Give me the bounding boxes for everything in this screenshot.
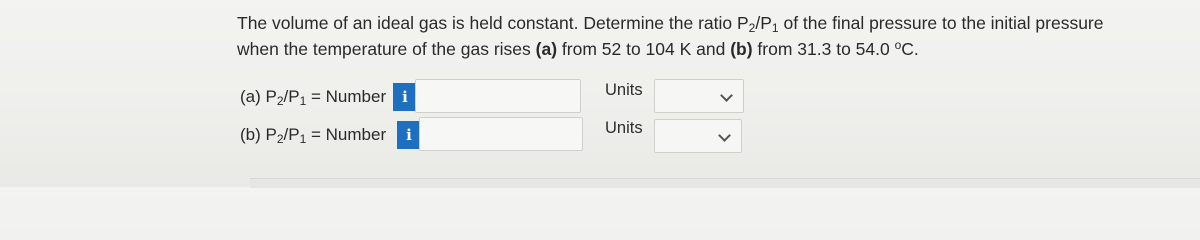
number-input-a[interactable]: [415, 79, 581, 113]
label-suffix: = Number: [306, 125, 387, 144]
label-slash: /P: [283, 125, 300, 144]
question-text: [237, 10, 1137, 62]
info-button-a[interactable]: i: [393, 83, 417, 111]
question-part5: C.: [901, 39, 919, 59]
chevron-down-icon: [720, 89, 733, 102]
label-sub-2: 2: [276, 94, 284, 108]
units-select-a[interactable]: [654, 79, 744, 113]
question-sub-1: 1: [771, 21, 779, 35]
question-part4: from 31.3 to 54.0: [752, 39, 895, 59]
label-sub-2: 2: [276, 132, 284, 146]
question-a-marker: (a): [535, 39, 558, 59]
question-part3: from 52 to 104 K and: [557, 39, 731, 59]
chevron-down-icon: [718, 129, 731, 142]
label-slash: /P: [283, 87, 300, 106]
question-sub-2: 2: [748, 21, 756, 35]
next-section-edge: [250, 178, 1200, 188]
units-select-b[interactable]: [654, 119, 742, 153]
answer-label-b: [240, 125, 386, 145]
number-input-b[interactable]: [419, 117, 583, 151]
answer-label-a: [240, 87, 386, 107]
units-label-b: Units: [605, 119, 643, 137]
info-button-b[interactable]: i: [397, 121, 421, 149]
degree-sign: o: [894, 38, 902, 52]
label-prefix: (a) P: [240, 87, 277, 106]
units-label-a: Units: [605, 81, 643, 99]
label-sub-1: 1: [299, 94, 307, 108]
question-slash: /P: [755, 13, 772, 33]
question-part2: of the final pressure to the initial pressure when the temperature of the gas rises: [237, 13, 1104, 59]
label-sub-1: 1: [299, 132, 307, 146]
question-b-marker: (b): [730, 39, 753, 59]
label-prefix: (b) P: [240, 125, 277, 144]
question-part1: The volume of an ideal gas is held constant. Determine the ratio P: [237, 13, 749, 33]
label-suffix: = Number: [306, 87, 387, 106]
